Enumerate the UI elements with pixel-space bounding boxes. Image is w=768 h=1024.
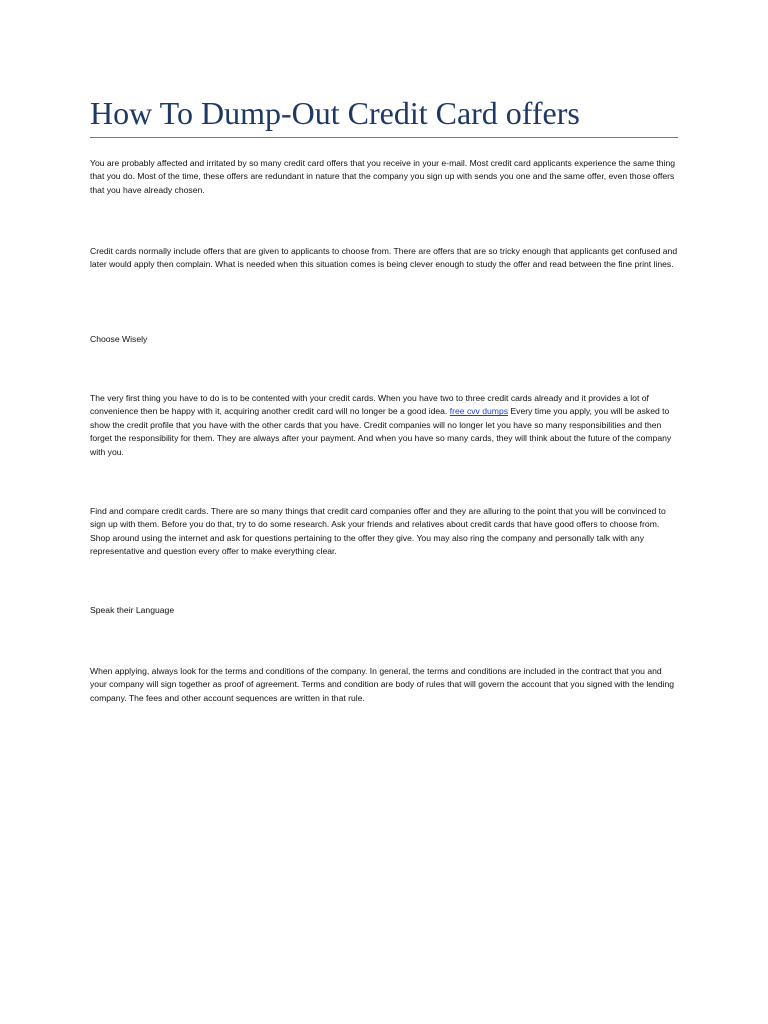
paragraph-terms-conditions: When applying, always look for the terms and conditions of the company. In general, the terms and conditions are included in the contract that you and your company will sign together as proof of agreement. Terms and condition are body of rules that will govern the account that you signed with the lending company. The fees and other account sequences are written in that rule. xyxy=(90,666,675,703)
paragraph-text-before-link: The very first thing you have to do is to be contented with your credit cards. When you have two to three credit cards already and it provides a lot of convenience then be happy with it, acquiring another credit card will no longer be a good idea. xyxy=(90,393,649,417)
paragraph-be-contented xyxy=(90,392,678,459)
title-underline-rule xyxy=(90,137,678,138)
free-cvv-dumps-link[interactable]: free cvv dumps xyxy=(449,406,509,417)
document-title: How To Dump-Out Credit Card offers xyxy=(90,95,580,131)
heading-speak-their-language: Speak their Language xyxy=(90,605,175,615)
paragraph-credit-card-offers: Credit cards normally include offers that are given to applicants to choose from. There are offers that are so tricky enough that applicants get confused and later would apply then complain. What is needed when this situation comes is being clever enough to study the offer and read between the fine print lines. xyxy=(90,246,678,270)
paragraph-text-after-link: Every time you apply, you will be asked to show the credit profile that you have with the other cards that you have. Credit companies will no longer let you have so many responsibilities and then forget the responsibility for them. They are always after your payment. And when you have so many cards, they will think about the future of the company with you. xyxy=(90,406,672,457)
paragraph-email-offers: You are probably affected and irritated by so many credit card offers that you receive in your e-mail. Most credit card applicants experience the same thing that you do. Most of the time, these offers are redundant in nature that the company you sign up with sends you one and the same offer, even those offers that you have already chosen. xyxy=(90,158,676,195)
paragraph-compare-cards: Find and compare credit cards. There are so many things that credit card companies offer and they are alluring to the point that you will be convinced to sign up with them. Before you do that, try to do some research. Ask your friends and relatives about credit cards that have good offers to choose from. Shop around using the internet and ask for questions pertaining to the offer they give. You may also ring the company and personally talk with any representative and question every offer to make everything clear. xyxy=(90,506,666,557)
heading-choose-wisely: Choose Wisely xyxy=(90,334,148,344)
